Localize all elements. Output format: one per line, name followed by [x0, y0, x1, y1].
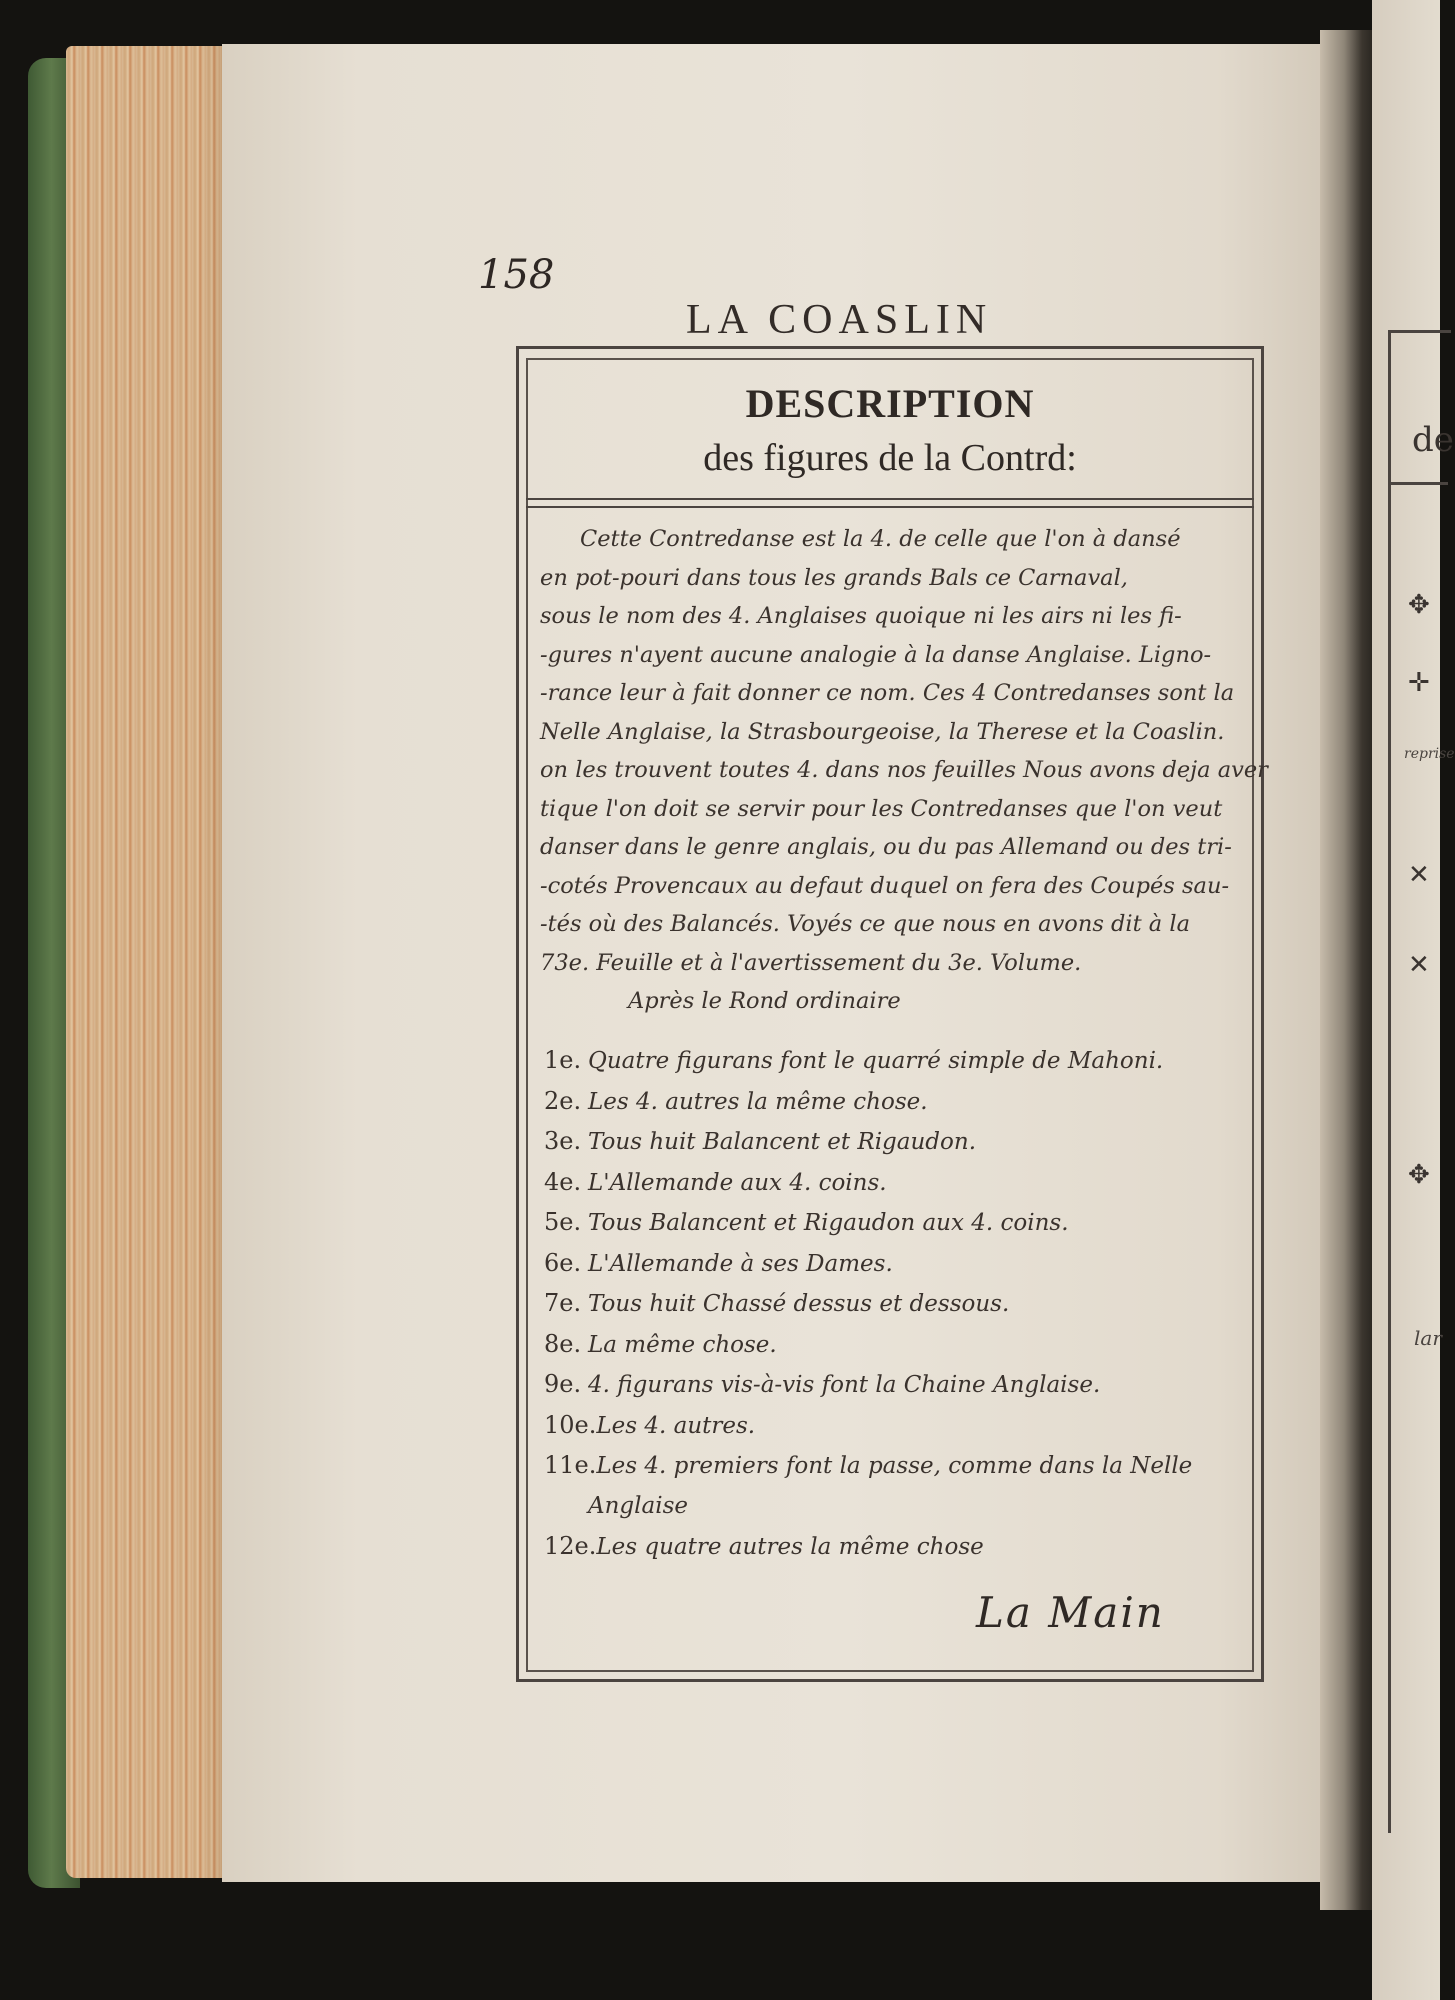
list-item	[544, 1040, 1244, 1081]
list-number: 4e.	[544, 1167, 582, 1196]
text-line: tique l'on doit se servir pour les Contredanses que l'on veut	[540, 795, 1223, 822]
list-item	[544, 1121, 1244, 1162]
list-text: Quatre figurans font le quarré simple de Mahoni.	[588, 1048, 1164, 1074]
text-line: Nelle Anglaise, la Strasbourgeoise, la Therese et la Coaslin.	[540, 718, 1225, 745]
list-number: 7e.	[544, 1289, 582, 1317]
dance-figure-icon: ✥	[1408, 1160, 1430, 1190]
list-item	[544, 1162, 1244, 1203]
list-item	[544, 1243, 1244, 1284]
list-number: 1e.	[544, 1046, 582, 1074]
list-text: Les 4. autres.	[596, 1412, 756, 1439]
dance-figure-icon: ✕	[1408, 860, 1430, 890]
list-item	[544, 1283, 1244, 1324]
description-title: DESCRIPTION	[745, 381, 1035, 426]
right-page-fragment: de	[1412, 420, 1454, 460]
text-line: en pot-pouri dans tous les grands Bals ce Carnaval,	[540, 564, 1128, 591]
list-text: Tous huit Chassé dessus et dessous.	[588, 1291, 1010, 1317]
text-line: on les trouvent toutes 4. dans nos feuilles Nous avons deja aver	[540, 757, 1268, 783]
list-text: L'Allemande aux 4. coins.	[588, 1169, 887, 1196]
page-number: 158	[478, 252, 555, 298]
intro-paragraph	[540, 520, 1268, 1021]
list-number: 9e.	[544, 1370, 582, 1398]
list-item	[544, 1405, 1244, 1446]
dance-figure-icon: ✕	[1408, 950, 1430, 980]
list-item	[544, 1526, 1244, 1567]
engraver-signature: La Main	[976, 1588, 1165, 1637]
list-item	[544, 1324, 1244, 1365]
list-item-continuation	[544, 1486, 1244, 1527]
text-line: sous le nom des 4. Anglaises quoique ni les airs ni les fi-	[540, 603, 1182, 629]
list-text: Les 4. autres la même chose.	[588, 1088, 928, 1115]
list-number: 5e.	[544, 1208, 582, 1236]
right-page-small-label: reprise	[1404, 746, 1455, 762]
list-number: 3e.	[544, 1127, 582, 1155]
dance-figure-icon: ✥	[1408, 590, 1430, 620]
title-divider	[526, 506, 1254, 508]
right-page-frame	[1388, 330, 1451, 1833]
list-item	[544, 1202, 1244, 1243]
list-text: Tous huit Balancent et Rigaudon.	[588, 1129, 977, 1155]
list-text: 4. figurans vis-à-vis font la Chaine Anglaise.	[588, 1372, 1101, 1398]
list-item	[544, 1081, 1244, 1122]
dance-figure-icon: ✛	[1408, 668, 1430, 698]
list-number: 2e.	[544, 1086, 582, 1115]
list-number: 10e.	[544, 1410, 597, 1439]
page-header-title: LA COASLIN	[686, 297, 993, 343]
list-text: Anglaise	[588, 1492, 688, 1519]
list-item	[544, 1445, 1244, 1486]
list-number: 8e.	[544, 1329, 582, 1358]
right-page-lower-label: lar	[1414, 1326, 1442, 1350]
book-gutter	[1320, 30, 1380, 1910]
description-subtitle: des figures de la Contrd:	[703, 437, 1077, 479]
list-number: 11e.	[544, 1451, 597, 1479]
text-line: -gures n'ayent aucune analogie à la danse Anglaise. Ligno-	[540, 641, 1212, 668]
right-page-frame-rule	[1388, 482, 1448, 485]
text-line: -rance leur à fait donner ce nom. Ces 4 Contredanses sont la	[540, 680, 1235, 706]
text-line: -tés où des Balancés. Voyés ce que nous en avons dit à la	[540, 911, 1190, 937]
list-number: 12e.	[544, 1532, 597, 1560]
text-line: Après le Rond ordinaire	[628, 988, 901, 1014]
text-line: danser dans le genre anglais, ou du pas Allemand ou des tri-	[540, 834, 1232, 860]
list-item	[544, 1364, 1244, 1405]
list-number: 6e.	[544, 1248, 582, 1277]
list-text: La même chose.	[588, 1331, 777, 1358]
list-text: Les 4. premiers font la passe, comme dans la Nelle	[596, 1453, 1193, 1479]
figure-list	[544, 1040, 1244, 1567]
list-text: Les quatre autres la même chose	[596, 1534, 984, 1560]
list-text: Tous Balancent et Rigaudon aux 4. coins.	[588, 1210, 1069, 1236]
text-line: -cotés Provencaux au defaut duquel on fera des Coupés sau-	[540, 872, 1230, 899]
list-text: L'Allemande à ses Dames.	[588, 1250, 893, 1277]
text-line: Cette Contredanse est la 4. de celle que l'on à dansé	[580, 526, 1181, 552]
title-divider	[526, 498, 1254, 500]
text-line: 73e. Feuille et à l'avertissement du 3e. Volume.	[540, 949, 1082, 976]
